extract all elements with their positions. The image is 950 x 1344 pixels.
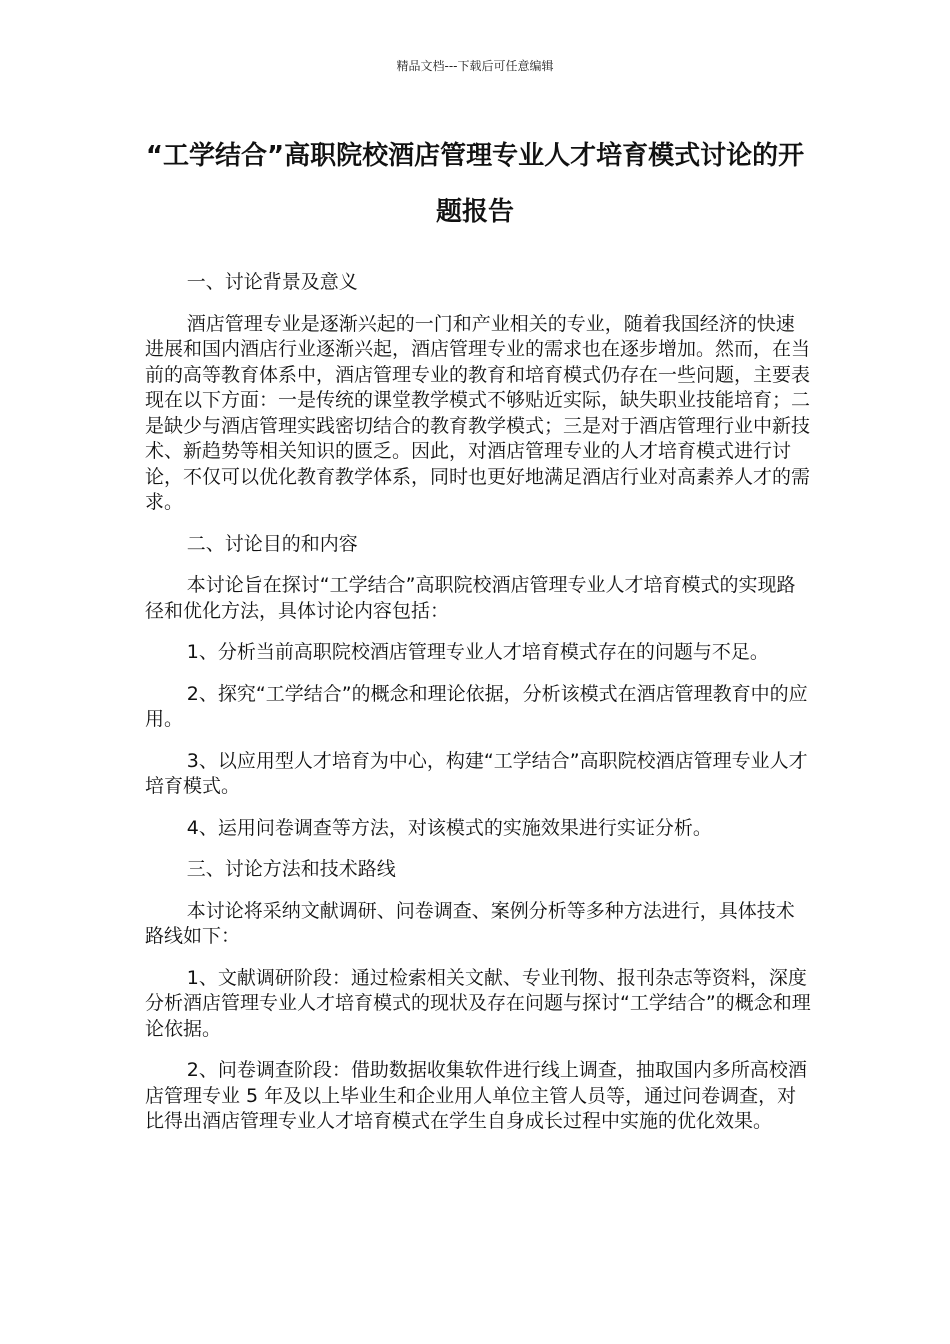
purpose-item-1: 1、分析当前高职院校酒店管理专业人才培育模式存在的问题与不足。 [186,641,769,663]
methods-item-2: 2、问卷调查阶段：借助数据收集软件进行线上调查，抽取国内多所高校酒店管理专业 5 年及以上毕业生和企业用人单位主管人员等，通过问卷调查，对比得出酒店管理专业人才培育模式在学生自身成长过程中实施的优化效果。 [145,1059,807,1132]
purpose-item-4: 4、运用问卷调查等方法，对该模式的实施效果进行实证分析。 [186,816,712,839]
page-header: 精品文档---下载后可任意编辑 [396,59,554,73]
methods-item-1: 1、文献调研阶段：通过检索相关文献、专业刊物、报刊杂志等资料，深度分析酒店管理专业人才培育模式的现状及存在问题与探讨“工学结合”的概念和理论依据。 [145,966,811,1040]
background-paragraph: 酒店管理专业是逐渐兴起的一门和产业相关的专业，随着我国经济的快速进展和国内酒店行业逐渐兴起，酒店管理专业的需求也在逐步增加。然而，在当前的高等教育体系中，酒店管理专业的教育和培育模式仍存在一些问题，主要表现在以下方面：一是传统的课堂教学模式不够贴近实际，缺失职业技能培育；二是缺少与酒店管理实践密切结合的教育教学模式；三是对于酒店管理行业中新技术、新趋势等相关知识的匮乏。因此，对酒店管理专业的人才培育模式进行讨论，不仅可以优化教育教学体系，同时也更好地满足酒店行业对高素养人才的需求。 [145,312,811,513]
section-heading-methods: 三、讨论方法和技术路线 [186,858,396,880]
purpose-intro-paragraph: 本讨论旨在探讨“工学结合”高职院校酒店管理专业人才培育模式的实现路径和优化方法，具体讨论内容包括： [145,574,796,622]
section-heading-background: 一、讨论背景及意义 [186,271,358,293]
section-heading-purpose: 二、讨论目的和内容 [186,532,358,555]
document-title: “工学结合”高职院校酒店管理专业人才培育模式讨论的开题报告 [145,141,805,227]
document-body [145,270,813,1151]
purpose-item-3: 3、以应用型人才培育为中心，构建“工学结合”高职院校酒店管理专业人才培育模式。 [145,749,808,797]
purpose-item-2: 2、探究“工学结合”的概念和理论依据，分析该模式在酒店管理教育中的应用。 [145,682,808,730]
methods-intro-paragraph: 本讨论将采纳文献调研、问卷调查、案例分析等多种方法进行，具体技术路线如下： [145,899,795,947]
